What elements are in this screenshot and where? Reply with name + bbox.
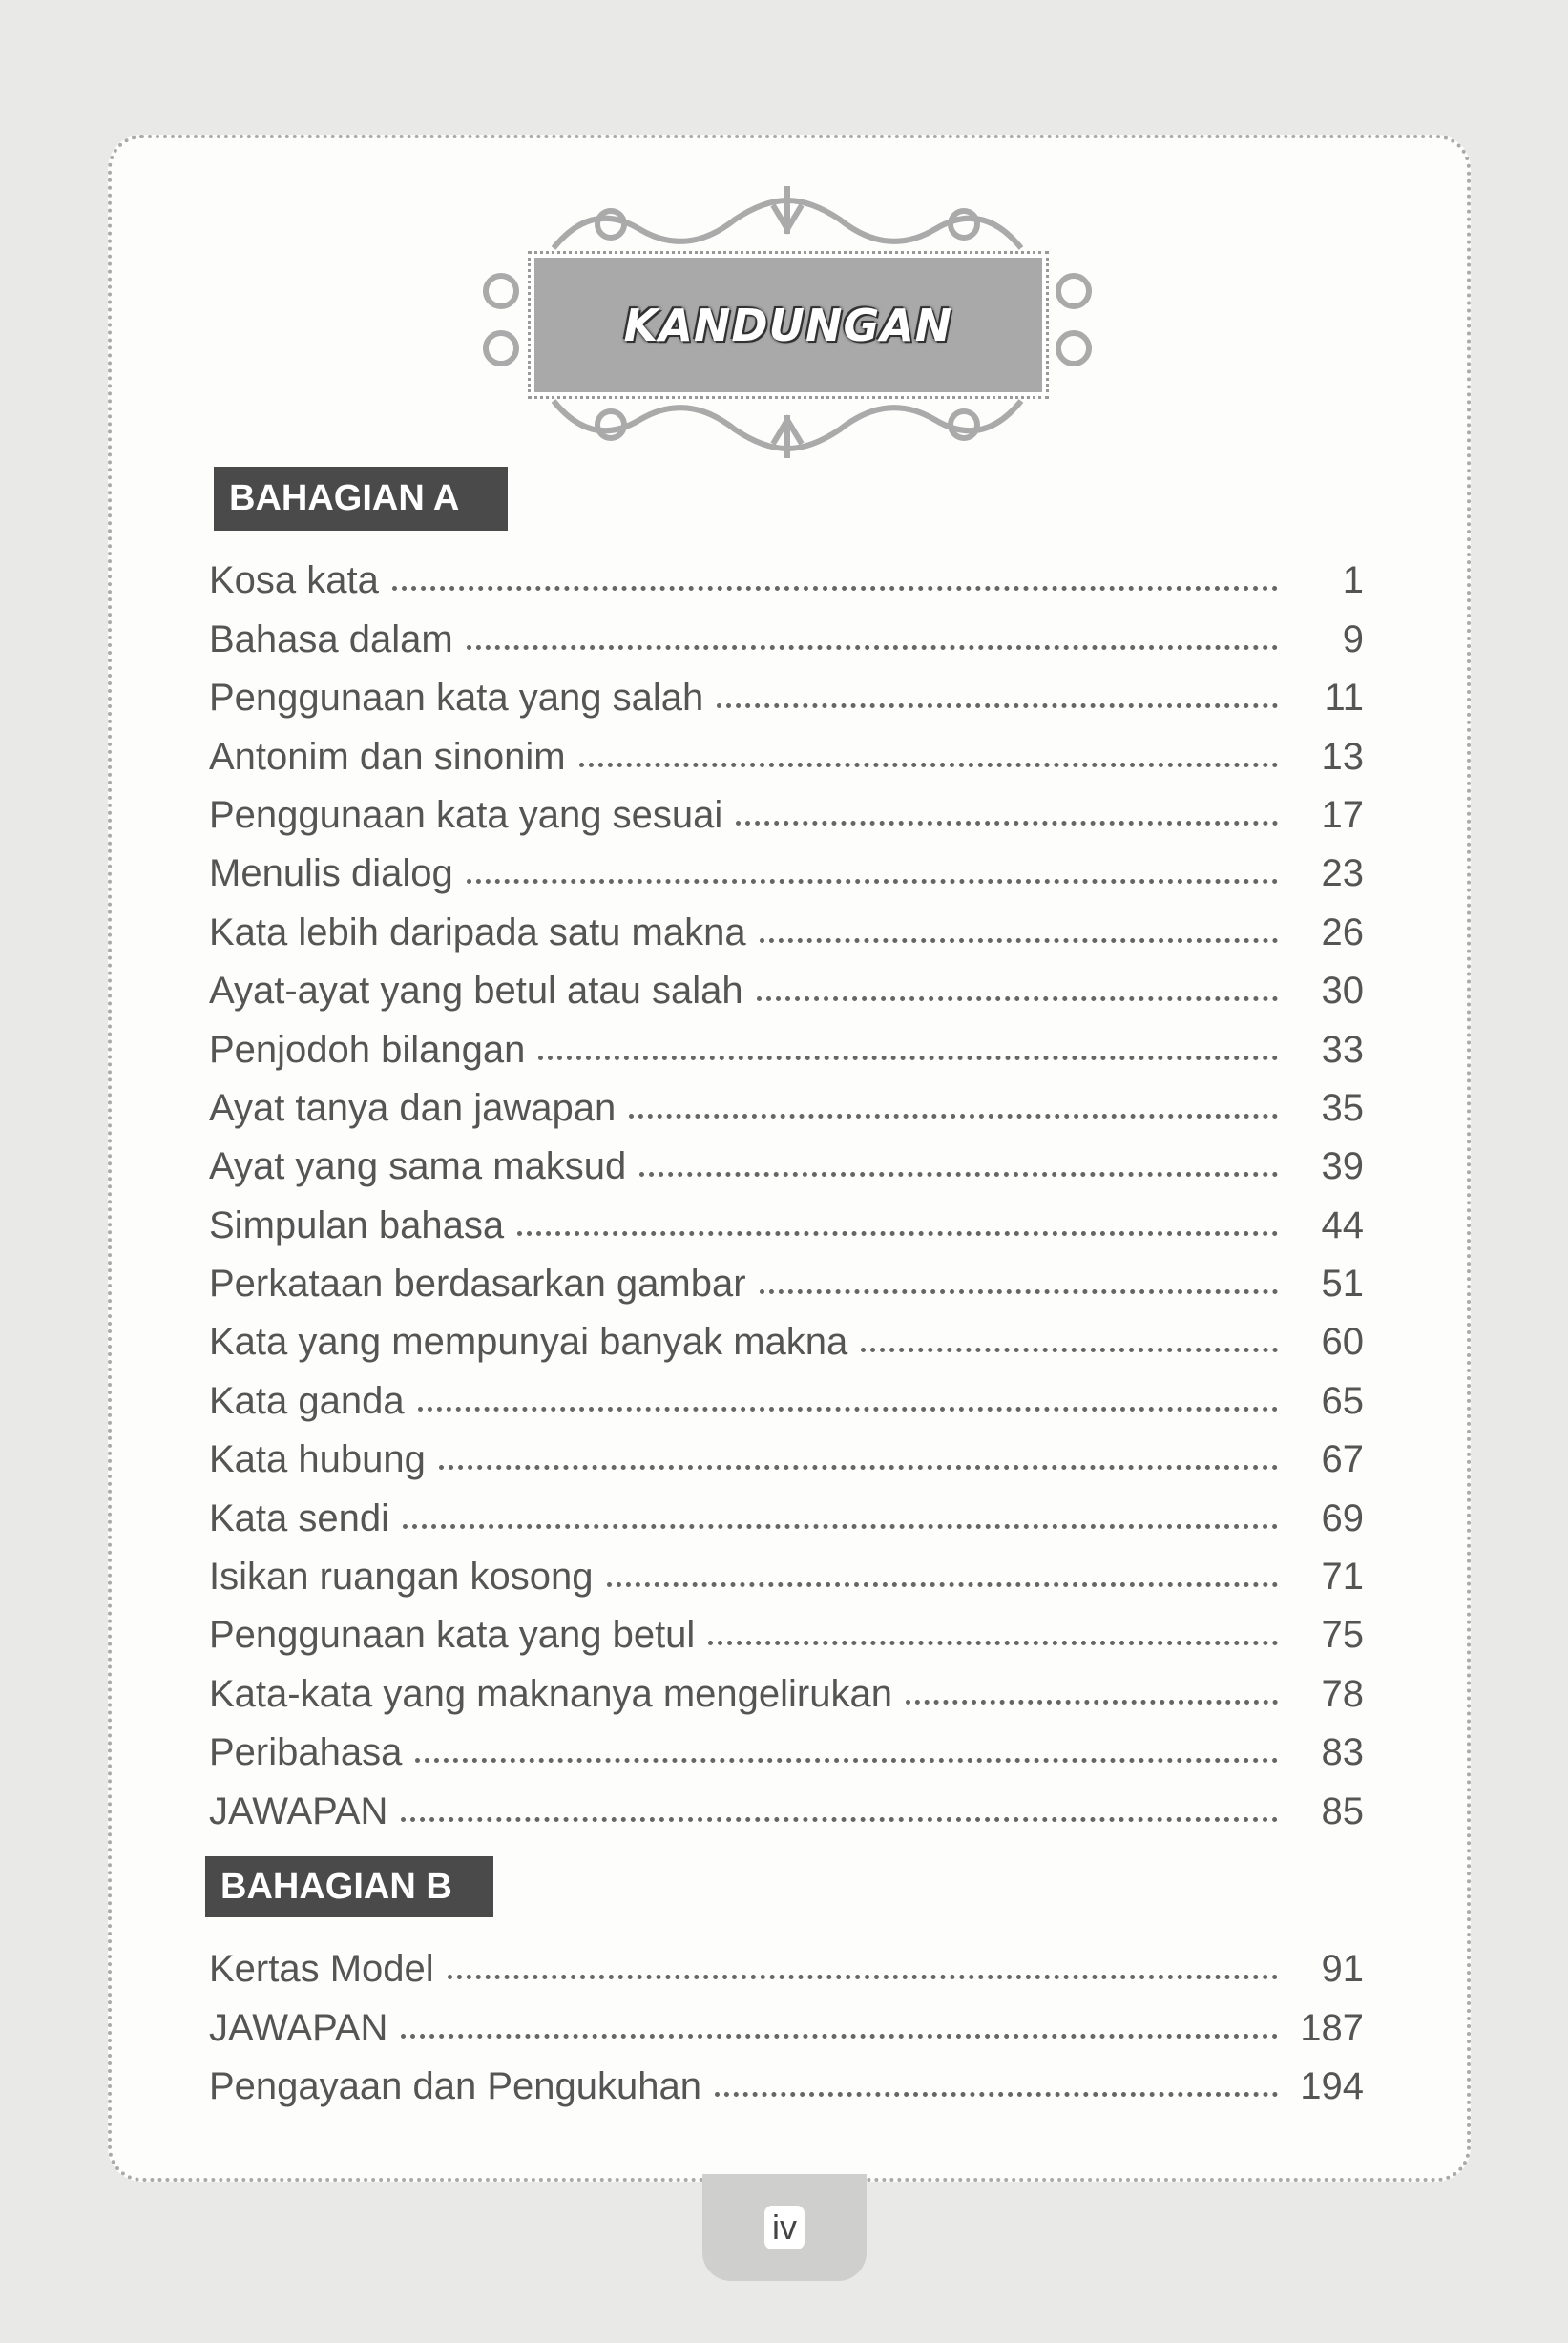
entry-title: Antonim dan sinonim: [209, 735, 566, 778]
section-b-label: BAHAGIAN B: [205, 1856, 493, 1917]
entry-page: 17: [1321, 793, 1364, 836]
dot-leader: [415, 1758, 1278, 1763]
toc-entry: [209, 1716, 1364, 1774]
dot-leader: [607, 1582, 1279, 1587]
dot-leader: [629, 1114, 1278, 1119]
entry-title: Kata lebih daripada satu makna: [209, 910, 746, 953]
section-a-list: [209, 544, 1364, 1833]
entry-page: 23: [1321, 852, 1364, 895]
toc-entry: [209, 720, 1364, 778]
page-number: iv: [764, 2206, 805, 2249]
entry-title: Ayat tanya dan jawapan: [209, 1086, 617, 1129]
entry-title: Bahasa dalam: [209, 617, 453, 660]
entry-title: Kata sendi: [209, 1496, 390, 1539]
entry-title: JAWAPAN: [209, 2006, 388, 2049]
toc-entry: [209, 1599, 1364, 1657]
entry-page: 1: [1342, 559, 1364, 602]
dot-leader: [448, 1975, 1278, 1979]
toc-entry: [209, 1481, 1364, 1539]
toc-entry: [209, 779, 1364, 837]
page-title: KANDUNGAN: [623, 299, 953, 351]
entry-page: 26: [1321, 910, 1364, 953]
toc-entry: [209, 1364, 1364, 1422]
toc-entry: [209, 661, 1364, 720]
dot-leader: [418, 1407, 1278, 1412]
toc-entry: [209, 1933, 1364, 1991]
entry-title: Ayat yang sama maksud: [209, 1145, 627, 1188]
dot-leader: [401, 1817, 1278, 1822]
entry-page: 75: [1321, 1614, 1364, 1657]
entry-page: 51: [1321, 1263, 1364, 1306]
section-a-label: BAHAGIAN A: [214, 467, 508, 531]
toc-entry: [209, 1188, 1364, 1246]
entry-title: Kata yang mempunyai banyak makna: [209, 1321, 848, 1364]
entry-page: 44: [1321, 1203, 1364, 1246]
dot-leader: [708, 1641, 1278, 1645]
entry-page: 11: [1324, 677, 1364, 720]
entry-page: 194: [1300, 2065, 1364, 2108]
dot-leader: [517, 1231, 1278, 1236]
toc-entry: [209, 1247, 1364, 1306]
entry-title: Ayat-ayat yang betul atau salah: [209, 970, 743, 1013]
entry-page: 30: [1321, 970, 1364, 1013]
entry-page: 35: [1321, 1086, 1364, 1129]
entry-title: JAWAPAN: [209, 1789, 388, 1832]
title-banner: [468, 181, 1107, 458]
toc-entry: [209, 1306, 1364, 1364]
toc-entry: [209, 1774, 1364, 1832]
toc-entry: [209, 1991, 1364, 2049]
entry-title: Penggunaan kata yang salah: [209, 677, 704, 720]
toc-entry: [209, 1072, 1364, 1130]
dot-leader: [757, 996, 1278, 1001]
toc-entry: [209, 1130, 1364, 1188]
dot-leader: [760, 938, 1278, 943]
entry-page: 67: [1321, 1438, 1364, 1481]
entry-title: Simpulan bahasa: [209, 1203, 505, 1246]
entry-title: Isikan ruangan kosong: [209, 1556, 594, 1599]
entry-title: Menulis dialog: [209, 852, 453, 895]
toc-entry: [209, 1540, 1364, 1599]
entry-page: 33: [1321, 1028, 1364, 1071]
entry-page: 13: [1321, 735, 1364, 778]
entry-page: 71: [1321, 1556, 1364, 1599]
entry-page: 39: [1321, 1145, 1364, 1188]
entry-page: 91: [1321, 1948, 1364, 1991]
dot-leader: [392, 586, 1278, 591]
toc-entry: [209, 1657, 1364, 1715]
page-number-tab: [702, 2174, 867, 2281]
dot-leader: [439, 1465, 1278, 1470]
entry-title: Pengayaan dan Pengukuhan: [209, 2065, 702, 2108]
entry-page: 65: [1321, 1379, 1364, 1422]
dot-leader: [538, 1056, 1278, 1060]
dot-leader: [467, 645, 1278, 650]
entry-title: Kata hubung: [209, 1438, 426, 1481]
section-b-list: [209, 1933, 1364, 2108]
entry-page: 83: [1321, 1731, 1364, 1774]
entry-title: Penggunaan kata yang betul: [209, 1614, 696, 1657]
dot-leader: [403, 1524, 1278, 1529]
dot-leader: [717, 703, 1278, 708]
toc-entry: [209, 954, 1364, 1013]
entry-page: 78: [1321, 1672, 1364, 1715]
entry-title: Perkataan berdasarkan gambar: [209, 1263, 746, 1306]
entry-page: 9: [1342, 617, 1364, 660]
entry-title: Penjodoh bilangan: [209, 1028, 526, 1071]
dot-leader: [467, 879, 1278, 884]
dot-leader: [401, 2034, 1278, 2039]
dot-leader: [579, 763, 1278, 767]
toc-entry: [209, 544, 1364, 602]
dot-leader: [906, 1700, 1278, 1705]
entry-title: Kata-kata yang maknanya mengelirukan: [209, 1672, 892, 1715]
entry-title: Peribahasa: [209, 1731, 403, 1774]
toc-entry: [209, 1423, 1364, 1481]
dot-leader: [861, 1348, 1278, 1352]
toc-entry: [209, 837, 1364, 895]
toc-entry: [209, 602, 1364, 660]
entry-title: Penggunaan kata yang sesuai: [209, 793, 723, 836]
entry-page: 60: [1321, 1321, 1364, 1364]
entry-title: Kertas Model: [209, 1948, 434, 1991]
title-box: [531, 254, 1046, 396]
toc-entry: [209, 1013, 1364, 1071]
entry-title: Kosa kata: [209, 559, 379, 602]
entry-page: 85: [1321, 1789, 1364, 1832]
entry-title: Kata ganda: [209, 1379, 405, 1422]
entry-page: 69: [1321, 1496, 1364, 1539]
dot-leader: [715, 2092, 1278, 2097]
entry-page: 187: [1300, 2006, 1364, 2049]
dot-leader: [736, 821, 1278, 826]
toc-entry: [209, 895, 1364, 953]
dot-leader: [760, 1289, 1278, 1294]
dot-leader: [639, 1172, 1278, 1177]
toc-entry: [209, 2050, 1364, 2108]
